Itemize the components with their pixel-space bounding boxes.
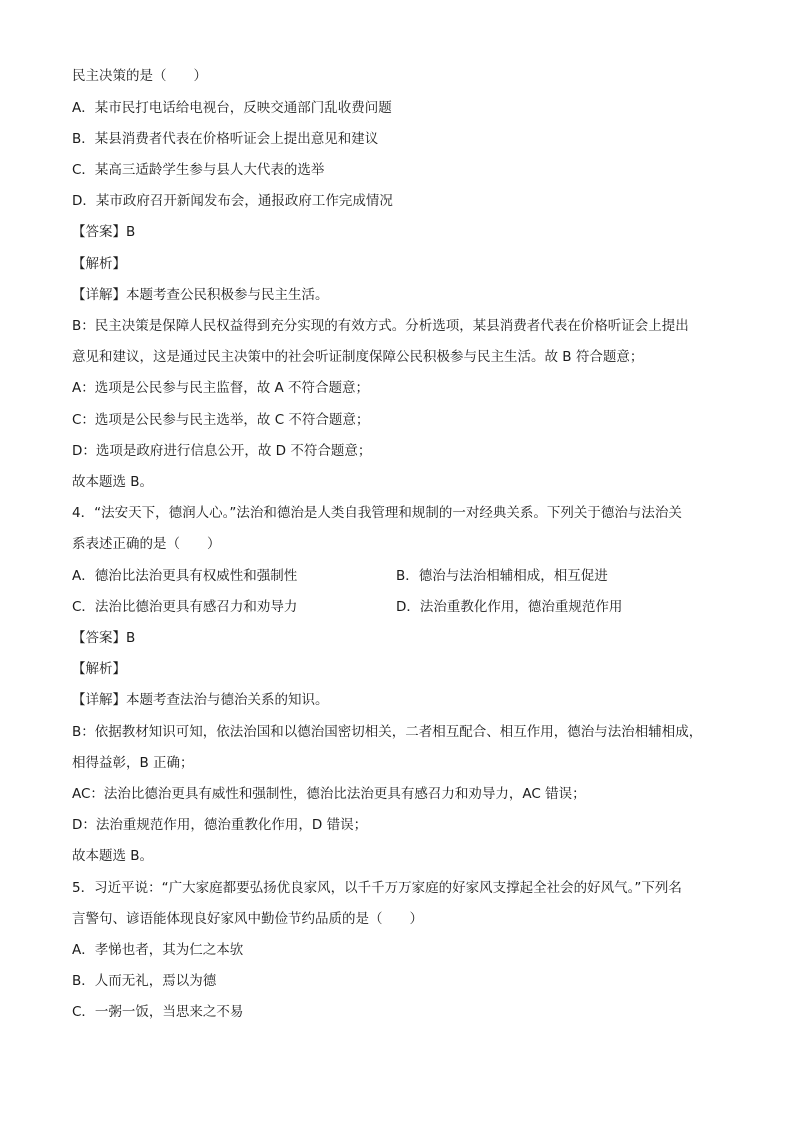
q4-option-a: A．德治比法治更具有权威性和强制性 [72, 568, 298, 584]
q4-explain-line-4: D：法治重规范作用，德治重教化作用，D 错误； [72, 817, 368, 833]
q3-stem-tail: 民主决策的是（ ） [72, 68, 207, 84]
q4-conclusion: 故本题选 B。 [72, 848, 154, 864]
q4-stem-line-2: 系表述正确的是（ ） [72, 536, 221, 552]
q3-option-c: C．某高三适龄学生参与县人大代表的选举 [72, 162, 325, 178]
q4-detail: 【详解】本题考查法治与德治关系的知识。 [72, 692, 329, 708]
q4-option-b: B．德治与法治相辅相成，相互促进 [396, 568, 608, 584]
q3-detail: 【详解】本题考查公民积极参与民主生活。 [72, 287, 329, 303]
q4-explain-line-3: AC：法治比德治更具有威性和强制性，德治比法治更具有感召力和劝导力，AC 错误； [72, 786, 586, 802]
q5-stem-line-2: 言警句、谚语能体现良好家风中勤俭节约品质的是（ ） [72, 911, 423, 927]
q3-explain-line-1: B：民主决策是保障人民权益得到充分实现的有效方式。分析选项，某县消费者代表在价格听证会上提出 [72, 318, 689, 334]
q3-answer: 【答案】B [72, 224, 136, 240]
q5-option-a: A．孝悌也者，其为仁之本欤 [72, 942, 244, 958]
q3-analysis-label: 【解析】 [72, 256, 126, 272]
q3-option-b: B．某县消费者代表在价格听证会上提出意见和建议 [72, 131, 379, 147]
q3-explain-line-2: 意见和建议，这是通过民主决策中的社会听证制度保障公民积极参与民主生活。故 B 符合题意； [72, 349, 644, 365]
q4-analysis-label: 【解析】 [72, 661, 126, 677]
q4-option-d: D．法治重教化作用，德治重规范作用 [396, 599, 623, 615]
q5-option-b: B．人而无礼，焉以为德 [72, 973, 217, 989]
q3-explain-line-3: A：选项是公民参与民主监督，故 A 不符合题意； [72, 380, 370, 396]
q3-explain-line-4: C：选项是公民参与民主选举，故 C 不符合题意； [72, 412, 370, 428]
q3-conclusion: 故本题选 B。 [72, 474, 154, 490]
q3-option-d: D．某市政府召开新闻发布会，通报政府工作完成情况 [72, 193, 393, 209]
q4-explain-line-2: 相得益彰，B 正确； [72, 755, 194, 771]
q3-option-a: A．某市民打电话给电视台，反映交通部门乱收费问题 [72, 100, 392, 116]
q4-explain-line-1: B：依据教材知识可知，依法治国和以德治国密切相关，二者相互配合、相互作用，德治与法治相辅相成， [72, 724, 703, 740]
q4-answer: 【答案】B [72, 630, 136, 646]
q5-stem-line-1: 5．习近平说：“广大家庭都要弘扬优良家风，以千千万万家庭的好家风支撑起全社会的好风气。”下列名 [72, 880, 682, 896]
q4-stem-line-1: 4．“法安天下，德润人心。”法治和德治是人类自我管理和规制的一对经典关系。下列关于德治与法治关 [72, 505, 682, 521]
q4-option-c: C．法治比德治更具有感召力和劝导力 [72, 599, 298, 615]
q5-option-c: C．一粥一饭，当思来之不易 [72, 1004, 244, 1020]
q3-explain-line-5: D：选项是政府进行信息公开，故 D 不符合题意； [72, 443, 372, 459]
